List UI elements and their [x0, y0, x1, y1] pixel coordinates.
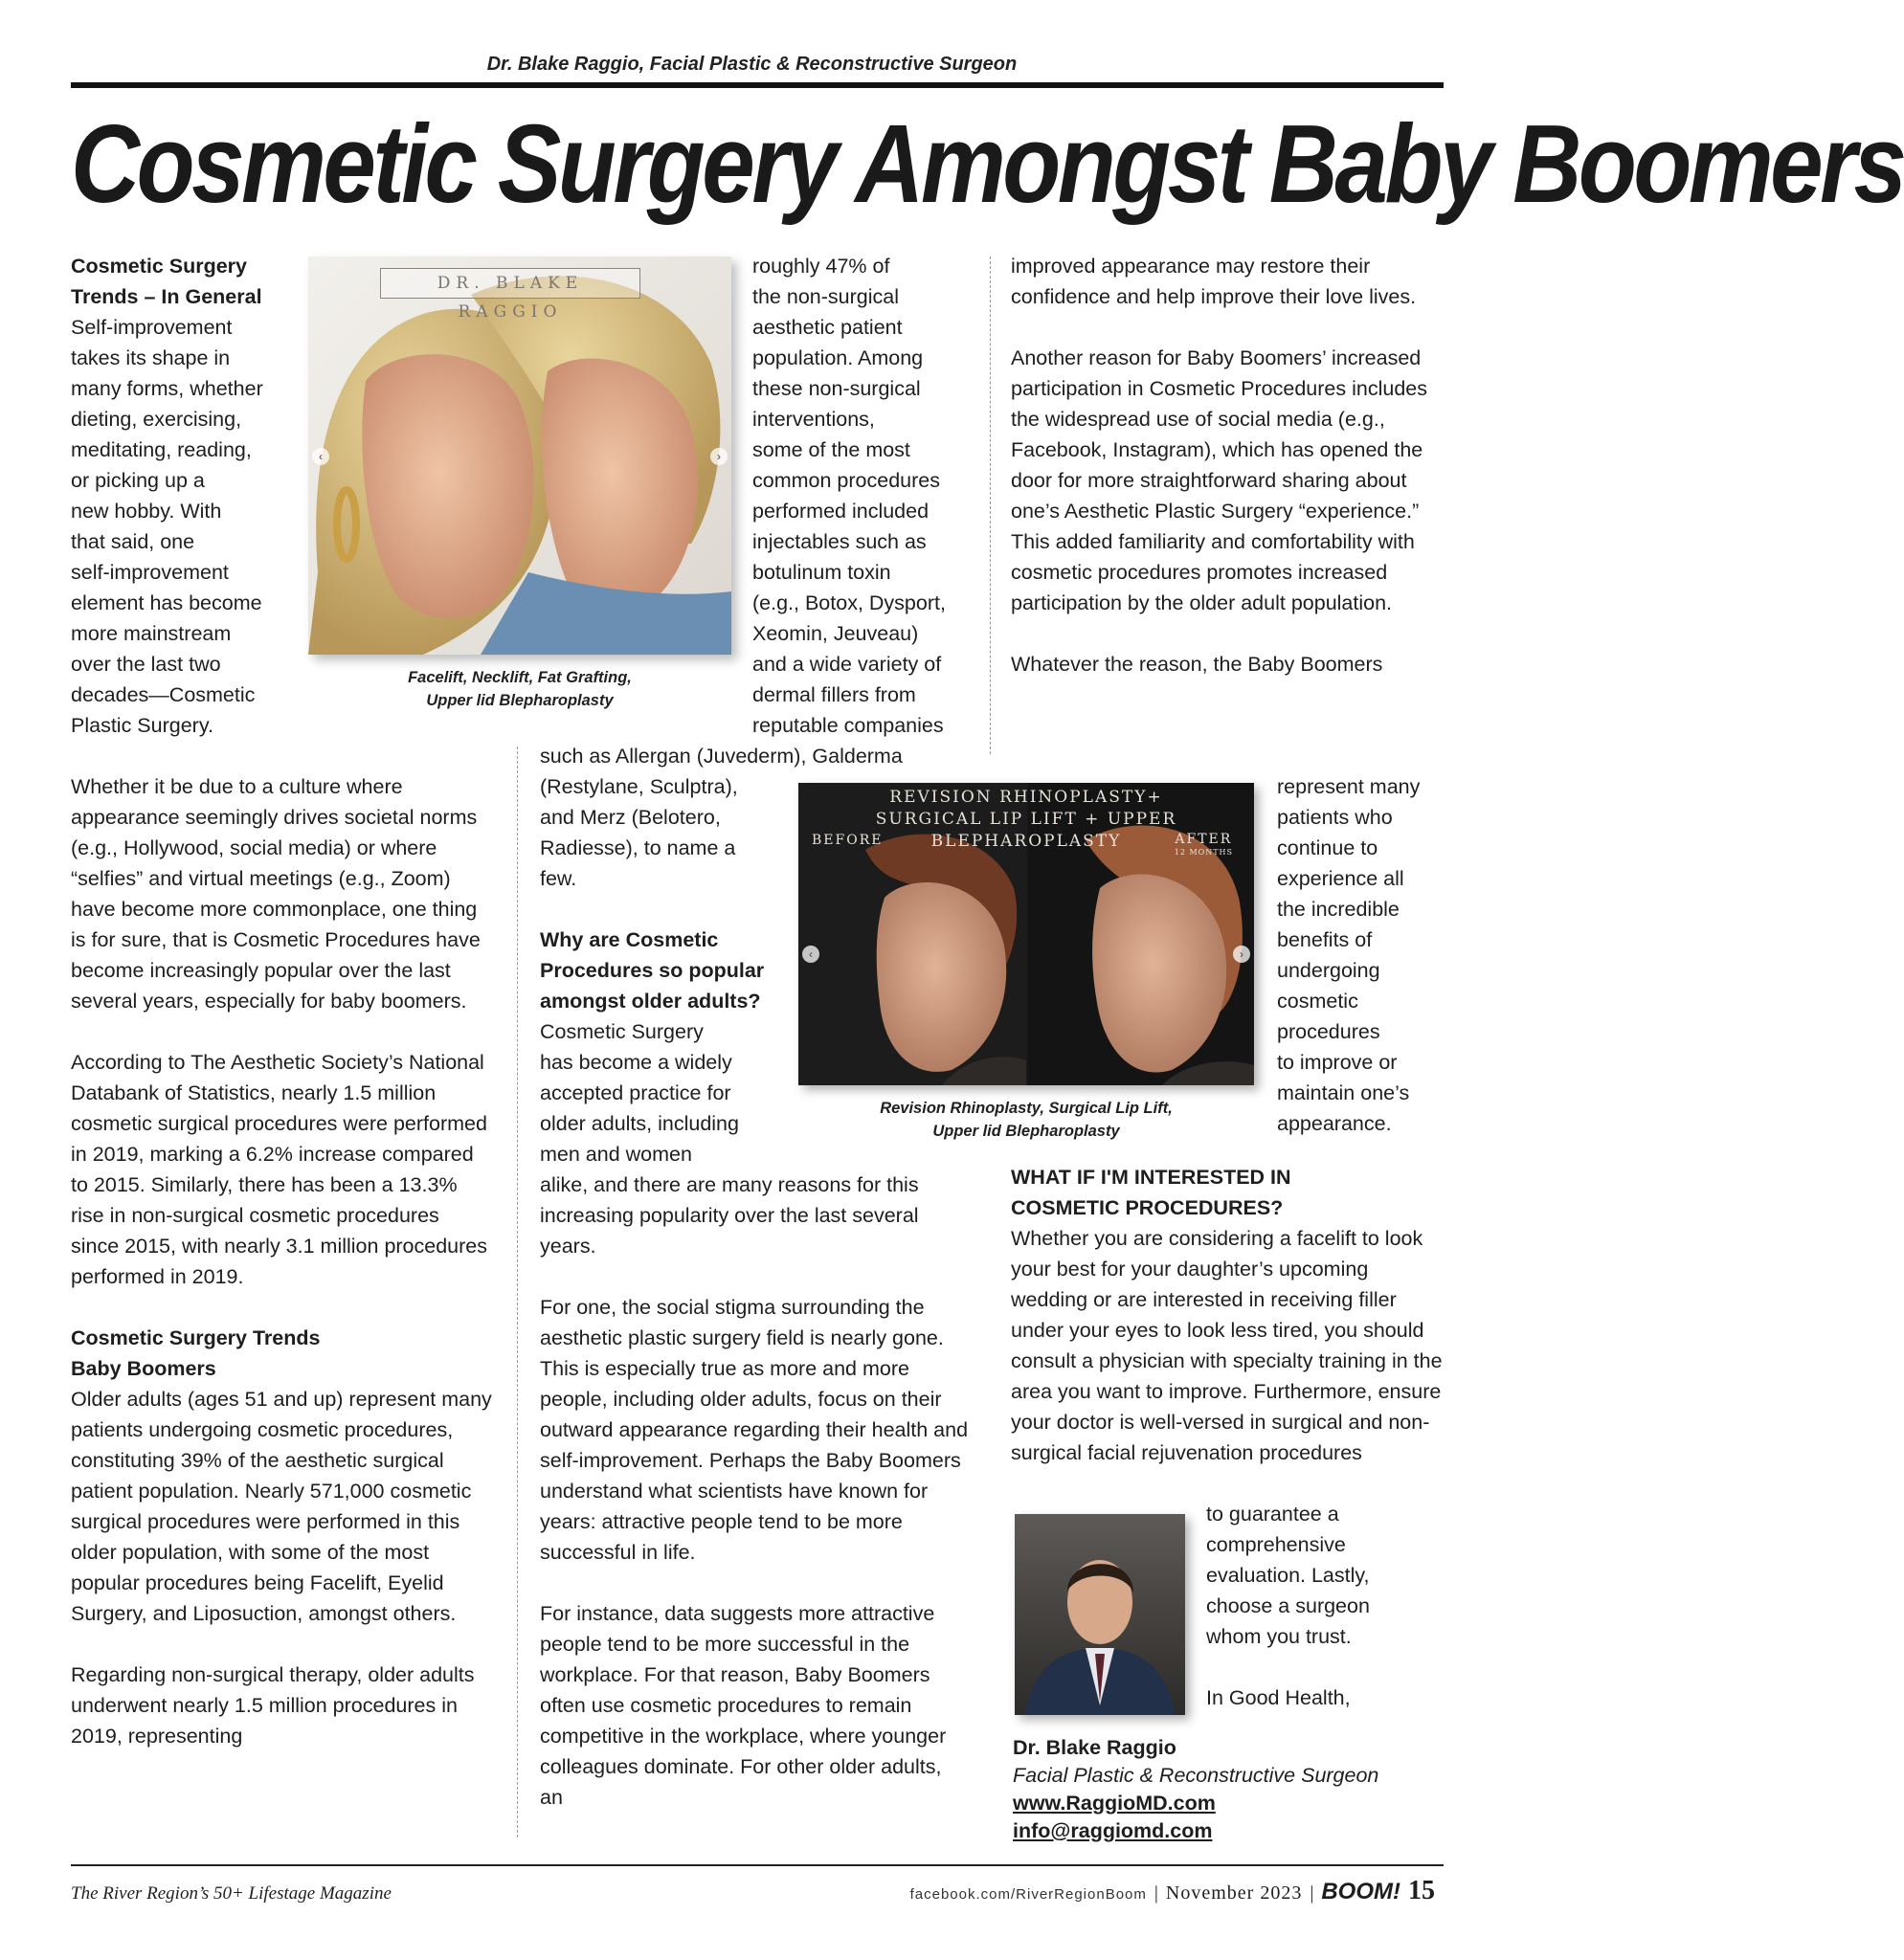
paragraph-line: population. Among — [752, 346, 924, 369]
paragraph-intro-line: that said, one — [71, 530, 195, 553]
paragraph-line: common procedures — [752, 469, 940, 492]
paragraph-line: interventions, — [752, 408, 875, 431]
magazine-tagline: The River Region’s 50+ Lifestage Magazine — [71, 1883, 392, 1904]
paragraph-intro-line: or picking up a — [71, 469, 205, 492]
heading-trends-boomers-2: Baby Boomers — [71, 1357, 216, 1380]
issue-date: November 2023 — [1165, 1882, 1303, 1904]
paragraph-older-adults: Older adults (ages 51 and up) represent many patients undergoing cosmetic procedures, constituting 39% of the aesthetic surgical patient population. Nearly 571,000 cosmetic surgical procedures were performed in this older population, with some of the most popular procedures being Facelift, Eyelid Surgery, and Liposuction, amongst others. — [71, 1388, 492, 1625]
paragraph-line: and a wide variety of — [752, 653, 942, 676]
heading-why-popular: Why are Cosmetic — [540, 928, 719, 951]
paragraph-social-media: Another reason for Baby Boomers’ increased participation in Cosmetic Procedures includes the widespread use of social media (e.g., Facebook, Instagram), which has opened the door for more straightforward sharing about one’s Aesthetic Plastic Surgery “experience.” This added familiarity and comfortability with cosmetic procedures promotes increased participation by the older adult population. — [1011, 346, 1427, 614]
facebook-link[interactable]: facebook.com/RiverRegionBoom — [909, 1886, 1147, 1903]
paragraph-line: represent many — [1277, 775, 1421, 798]
paragraph-line: the incredible — [1277, 898, 1400, 921]
paragraph-line: performed included — [752, 500, 930, 523]
paragraph-line: choose a surgeon — [1206, 1594, 1370, 1617]
paragraph-statistics: According to The Aesthetic Society’s National Databank of Statistics, nearly 1.5 million cosmetic surgical procedures were performed in 2019, marking a 6.2% increase compared to 2015. Similarly, there has been a 13.3% rise in non-surgical cosmetic procedures since 2015, with nearly 3.1 million procedures performed in 2019. — [71, 1051, 488, 1288]
paragraph-line: experience all — [1277, 867, 1404, 890]
heading-trends-boomers-1: Cosmetic Surgery Trends — [71, 1326, 321, 1349]
paragraph-whatever-first: Whatever the reason, the Baby Boomers — [1011, 653, 1383, 676]
watermark: DR. BLAKE RAGGIO — [380, 268, 640, 299]
column-divider-right — [990, 256, 991, 754]
paragraph-line: to guarantee a — [1206, 1503, 1339, 1526]
paragraph-line: benefits of — [1277, 928, 1373, 951]
paragraph-intro-line: meditating, reading, — [71, 438, 252, 461]
column-3-top — [1011, 251, 1440, 679]
footer-meta — [910, 1876, 1435, 1906]
facelift-photo — [308, 256, 731, 655]
paragraph-line: maintain one’s — [1277, 1081, 1410, 1104]
paragraph-intro-line: decades—Cosmetic — [71, 683, 256, 706]
paragraph-line: (Restylane, Sculptra), — [540, 775, 738, 798]
column-divider-left — [517, 746, 518, 1838]
signature-block — [1013, 1734, 1453, 1845]
footer-rule — [71, 1864, 1444, 1866]
author-portrait-illustration — [1015, 1514, 1185, 1715]
heading-trends-general-2: Trends – In General — [71, 285, 262, 308]
paragraph-line: Cosmetic Surgery — [540, 1020, 704, 1043]
paragraph-non-surgical: Regarding non-surgical therapy, older adults underwent nearly 1.5 million procedures in 2019, representing — [71, 1663, 475, 1748]
header-rule — [71, 82, 1444, 88]
paragraph-culture: Whether it be due to a culture where appearance seemingly drives societal norms (e.g., Hollywood, social media) or where “selfies” and virtual meetings (e.g., Zoom) have become more commonplace, one thing is for sure, that is Cosmetic Procedures have become increasingly popular over the last several years, especially for baby boomers. — [71, 775, 481, 1013]
after-label-text: AFTER — [1175, 832, 1233, 847]
previous-arrow-icon[interactable]: ‹ — [802, 946, 819, 963]
paragraph-workplace: For instance, data suggests more attractive people tend to be more successful in the workplace. For that reason, Baby Boomers often use cosmetic procedures to remain competitive in the workplace, where younger colleagues dominate. For other older adults, an — [540, 1602, 947, 1809]
facelift-caption-line-2: Upper lid Blepharoplasty — [426, 692, 614, 709]
heading-trends-general-1: Cosmetic Surgery — [71, 255, 248, 278]
author-title: Facial Plastic & Reconstructive Surgeon — [1013, 1764, 1379, 1787]
paragraph-confidence: improved appearance may restore their confidence and help improve their love lives. — [1011, 255, 1417, 308]
email-link[interactable]: info@raggiomd.com — [1013, 1819, 1213, 1842]
paragraph-line: patients who — [1277, 806, 1393, 829]
paragraph-intro-line: takes its shape in — [71, 346, 231, 369]
paragraph-stigma: For one, the social stigma surrounding the aesthetic plastic surgery field is nearly gone. This is especially true as more and more people, including older adults, focus on their outward appearance regarding their health and self-improvement. Perhaps the Baby Boomers understand what scientists have known for years: attractive people tend to be more successful in life. — [540, 1296, 969, 1564]
article-title: Cosmetic Surgery Amongst Baby Boomers — [71, 101, 1904, 226]
paragraph-line: evaluation. Lastly, — [1206, 1564, 1370, 1587]
paragraph-line: injectables such as — [752, 530, 927, 553]
heading-why-popular: amongst older adults? — [540, 990, 761, 1013]
paragraph-line: reputable companies — [752, 714, 944, 737]
paragraph-line: the non-surgical — [752, 285, 899, 308]
paragraph-line: men and women — [540, 1143, 692, 1166]
paragraph-intro-line: element has become — [71, 591, 262, 614]
after-label-sub: 12 MONTHS — [1174, 848, 1233, 857]
magazine-brand: BOOM! — [1321, 1879, 1400, 1904]
facelift-caption-line-1: Facelift, Necklift, Fat Grafting, — [408, 669, 632, 686]
paragraph-intro-line: more mainstream — [71, 622, 232, 645]
paragraph-line: has become a widely — [540, 1051, 732, 1074]
author-portrait — [1015, 1514, 1185, 1715]
before-label: BEFORE — [812, 833, 884, 848]
paragraph-line: Xeomin, Jeuveau) — [752, 622, 919, 645]
paragraph-line: few. — [540, 867, 577, 890]
paragraph-intro-line: self-improvement — [71, 561, 229, 584]
rhinoplasty-caption-line-2: Upper lid Blepharoplasty — [932, 1123, 1120, 1140]
paragraph-intro-line: Plastic Surgery. — [71, 714, 213, 737]
paragraph-intro-line: over the last two — [71, 653, 221, 676]
previous-arrow-icon[interactable]: ‹ — [312, 448, 329, 465]
heading-why-popular: Procedures so popular — [540, 959, 765, 982]
column-2-top — [752, 251, 992, 741]
paragraph-line: some of the most — [752, 438, 910, 461]
paragraph-line: cosmetic — [1277, 990, 1358, 1013]
paragraph-intro-line: many forms, whether — [71, 377, 263, 400]
paragraph-line: roughly 47% of — [752, 255, 890, 278]
author-name: Dr. Blake Raggio — [1013, 1736, 1176, 1759]
paragraph-line: comprehensive — [1206, 1533, 1346, 1556]
paragraph-line: older adults, including — [540, 1112, 739, 1135]
column-1-top — [71, 251, 301, 741]
heading-interested-2: COSMETIC PROCEDURES? — [1011, 1196, 1284, 1219]
column-2-bottom — [540, 1169, 969, 1813]
rhinoplasty-caption — [798, 1097, 1254, 1143]
photo-title-line-1: REVISION RHINOPLASTY+ — [889, 788, 1163, 807]
footer-separator: | — [1310, 1882, 1314, 1904]
rhinoplasty-photo — [798, 783, 1254, 1085]
paragraph-line: botulinum toxin — [752, 561, 891, 584]
paragraph-line: these non-surgical — [752, 377, 921, 400]
after-label — [1175, 833, 1233, 859]
paragraph-line: accepted practice for — [540, 1081, 731, 1104]
paragraph-popularity: alike, and there are many reasons for this increasing popularity over the last several years. — [540, 1173, 919, 1258]
paragraph-line: continue to — [1277, 836, 1378, 859]
paragraph-line: Radiesse), to name a — [540, 836, 736, 859]
paragraph-consult: Whether you are considering a facelift to look your best for your daughter’s upcoming wedding or are interested in receiving filler under your eyes to look less tired, you should consult a physician with specialty training in the area you want to improve. Furthermore, ensure your doctor is well-versed in surgical and non-surgical facial rejuvenation procedures — [1011, 1227, 1443, 1464]
paragraph-line: (e.g., Botox, Dysport, — [752, 591, 946, 614]
footer-separator: | — [1154, 1882, 1158, 1904]
paragraph-line: undergoing — [1277, 959, 1380, 982]
paragraph-line: to improve or — [1277, 1051, 1398, 1074]
photo-title-line-3: BLEPHAROPLASTY — [930, 832, 1122, 851]
paragraph-line: procedures — [1277, 1020, 1380, 1043]
paragraph-line: appearance. — [1277, 1112, 1392, 1135]
byline: Dr. Blake Raggio, Facial Plastic & Reconstructive Surgeon — [486, 54, 1018, 75]
heading-interested-1: WHAT IF I'M INTERESTED IN — [1011, 1166, 1291, 1189]
next-arrow-icon[interactable]: › — [710, 448, 728, 465]
rhinoplasty-caption-line-1: Revision Rhinoplasty, Surgical Lip Lift, — [880, 1100, 1173, 1117]
column-3-final — [1206, 1499, 1445, 1713]
paragraph-line: whom you trust. — [1206, 1625, 1352, 1648]
paragraph-line: and Merz (Belotero, — [540, 806, 721, 829]
facelift-caption — [308, 666, 731, 712]
paragraph-line: dermal fillers from — [752, 683, 916, 706]
page-number: 15 — [1408, 1876, 1435, 1905]
paragraph-intro-line: dieting, exercising, — [71, 408, 242, 431]
paragraph-intro-line: Self-improvement — [71, 316, 233, 339]
next-arrow-icon[interactable]: › — [1233, 946, 1250, 963]
column-3-bottom — [1011, 1162, 1444, 1468]
paragraph-line: aesthetic patient — [752, 316, 903, 339]
column-3-wrap — [1277, 771, 1449, 1139]
column-1-bottom — [71, 771, 492, 1751]
paragraph-intro-line: new hobby. With — [71, 500, 222, 523]
photo-title-line-2: SURGICAL LIP LIFT + UPPER — [875, 810, 1177, 829]
signoff: In Good Health, — [1206, 1686, 1351, 1709]
website-link[interactable]: www.RaggioMD.com — [1013, 1792, 1216, 1815]
paragraph-line: such as Allergan (Juvederm), Galderma — [540, 745, 903, 768]
